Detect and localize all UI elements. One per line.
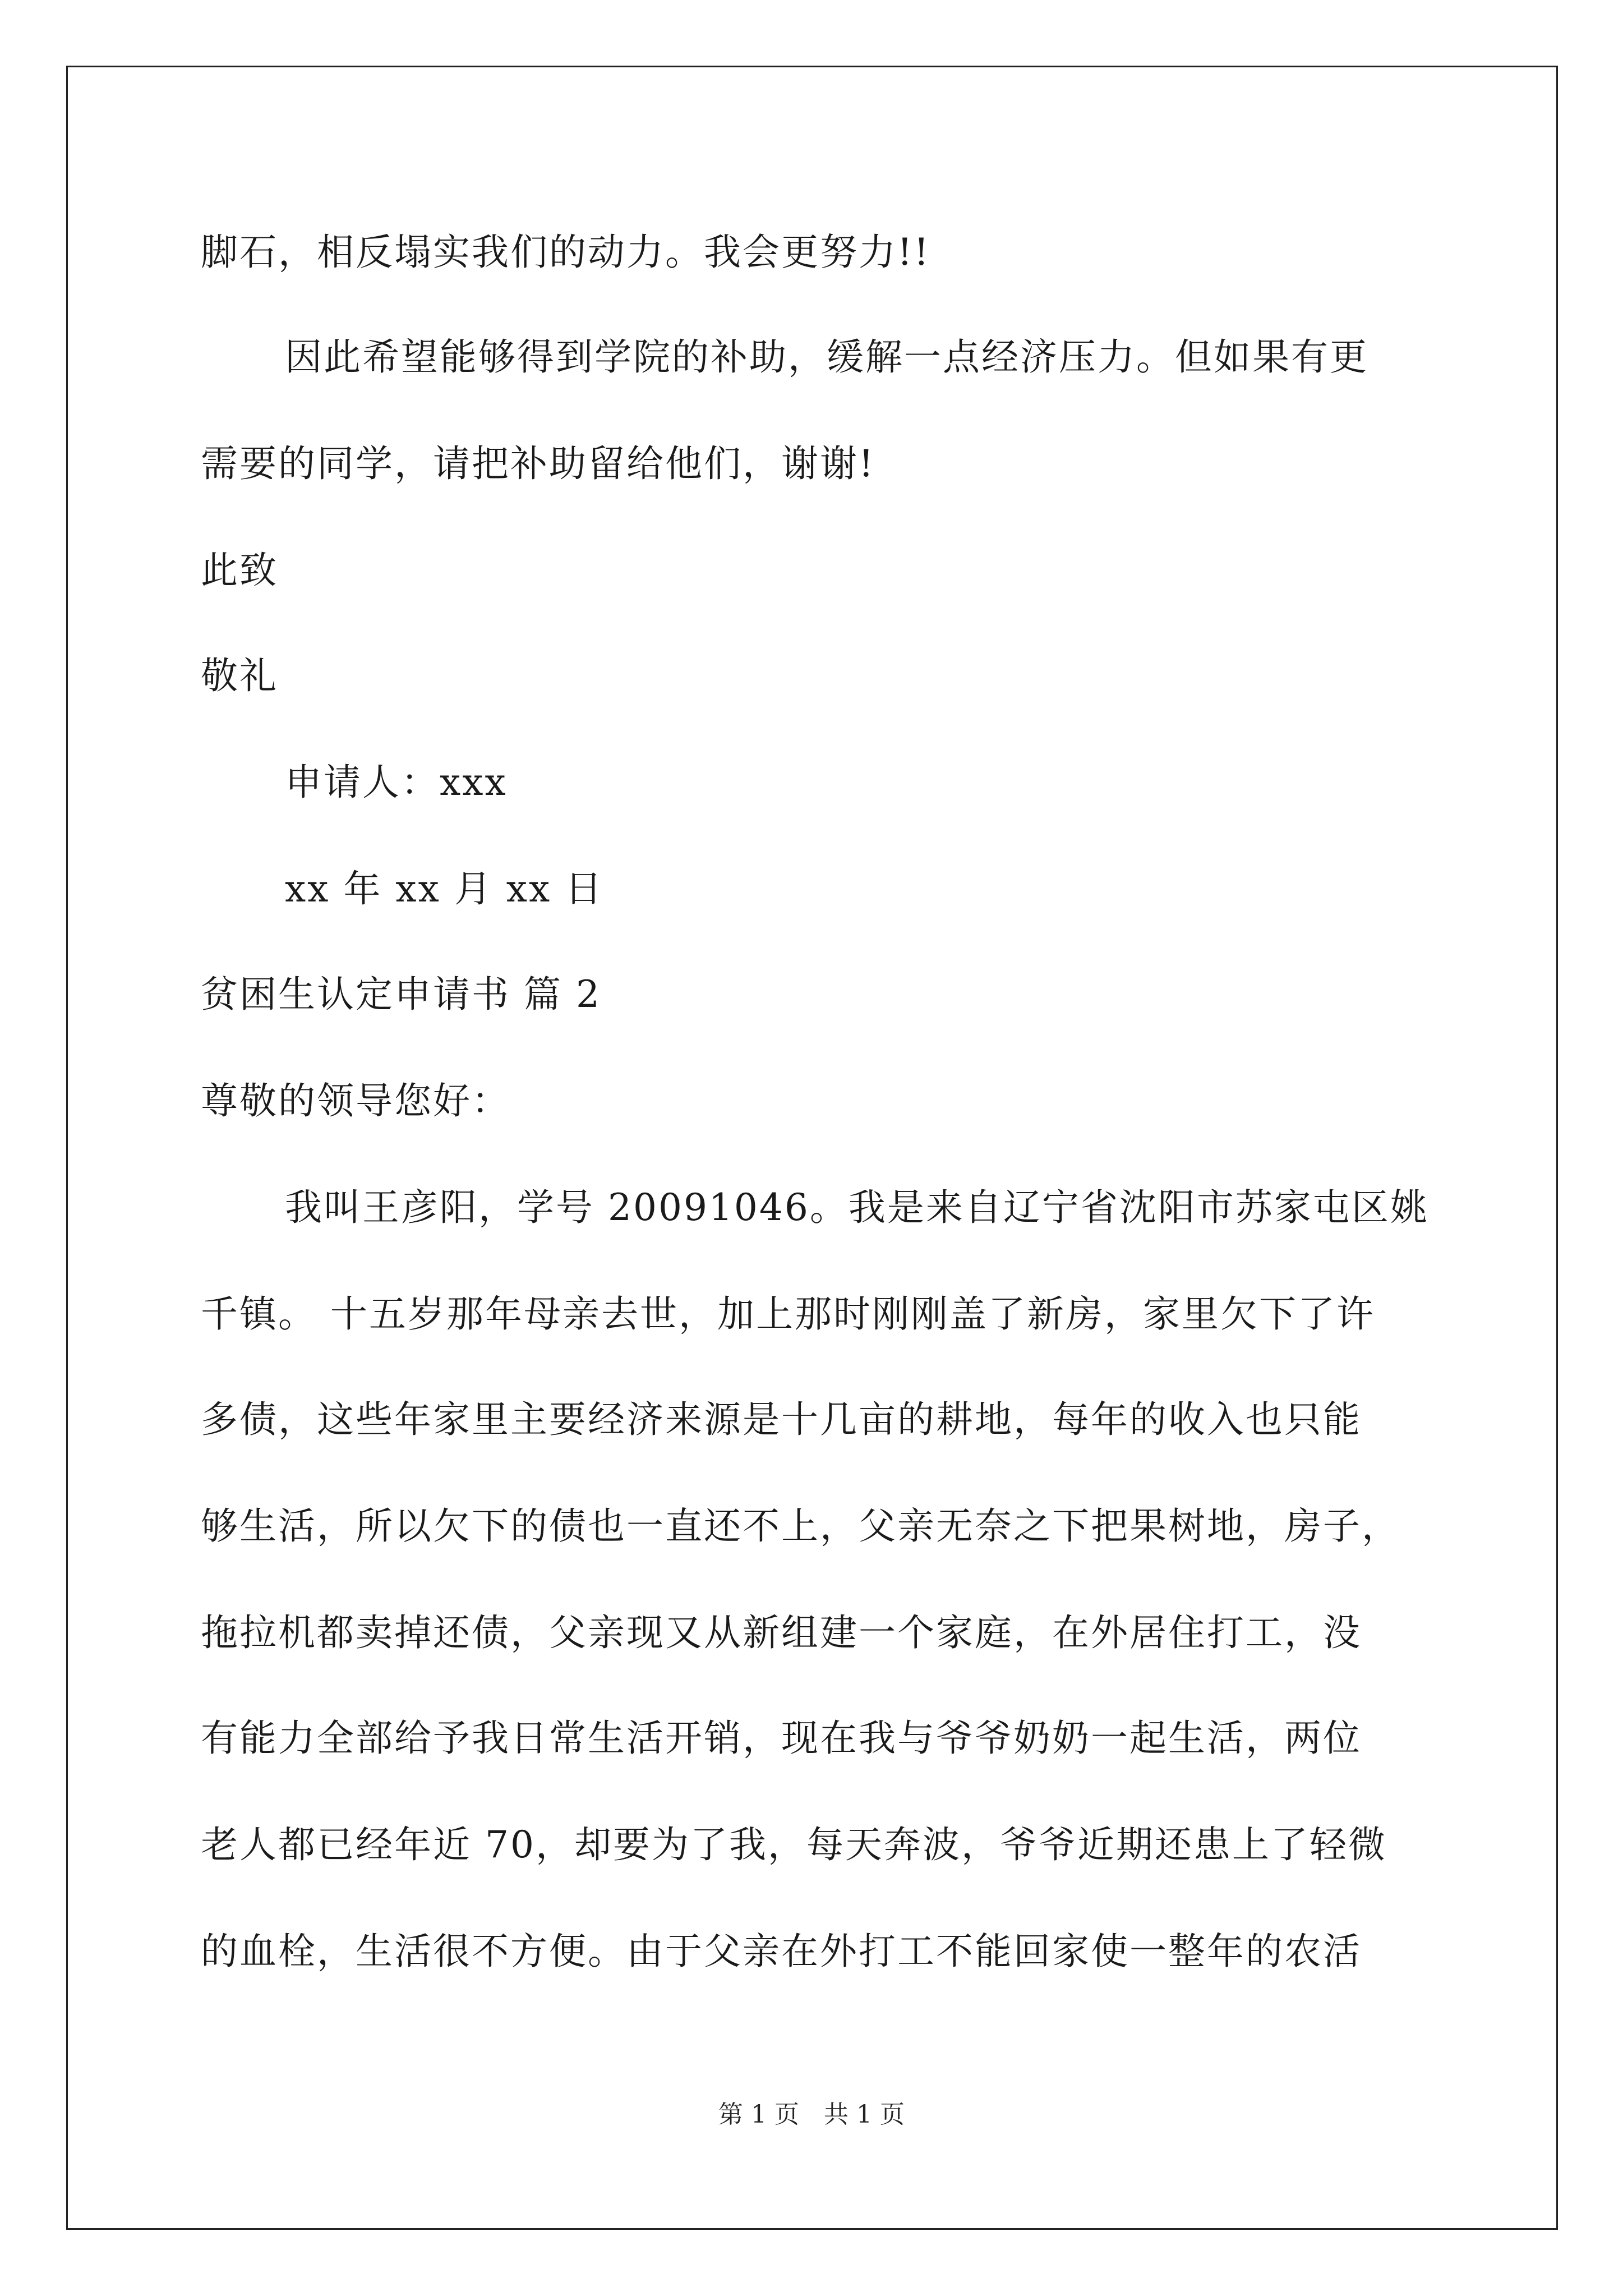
page-border (66, 66, 1558, 2230)
signature-date: xx 年 xx 月 xx 日 (285, 867, 604, 910)
text-line: 千镇。 十五岁那年母亲去世，加上那时刚刚盖了新房，家里欠下了许 (201, 1292, 1375, 1336)
text-line: 因此希望能够得到学院的补助，缓解一点经济压力。但如果有更 (285, 335, 1368, 379)
text-line: 的血栓，生活很不方便。由于父亲在外打工不能回家使一整年的农活 (201, 1930, 1362, 1973)
closing-salutation: 此致 (201, 549, 278, 592)
text-line: 有能力全部给予我日常生活开销，现在我与爷爷奶奶一起生活，两位 (201, 1717, 1362, 1760)
text-line: 拖拉机都卖掉还债，父亲现又从新组建一个家庭，在外居住打工，没 (201, 1611, 1362, 1654)
text-line: 需要的同学，请把补助留给他们，谢谢! (201, 442, 875, 485)
text-line: 我叫王彦阳，学号 20091046。我是来自辽宁省沈阳市苏家屯区姚 (285, 1186, 1429, 1229)
closing-regards: 敬礼 (201, 654, 278, 697)
text-line: 脚石，相反塌实我们的动力。我会更努力!! (201, 231, 931, 274)
text-line: 老人都已经年近 70，却要为了我，每天奔波，爷爷近期还患上了轻微 (201, 1823, 1387, 1866)
text-line: 够生活，所以欠下的债也一直还不上，父亲无奈之下把果树地，房子， (201, 1504, 1400, 1548)
greeting: 尊敬的领导您好： (201, 1079, 510, 1122)
section-title: 贫困生认定申请书 篇 2 (201, 973, 601, 1016)
text-line: 多债，这些年家里主要经济来源是十几亩的耕地，每年的收入也只能 (201, 1398, 1362, 1441)
applicant-signature: 申请人：xxx (285, 761, 508, 804)
page-number: 第 1 页 共 1 页 (718, 2100, 905, 2129)
